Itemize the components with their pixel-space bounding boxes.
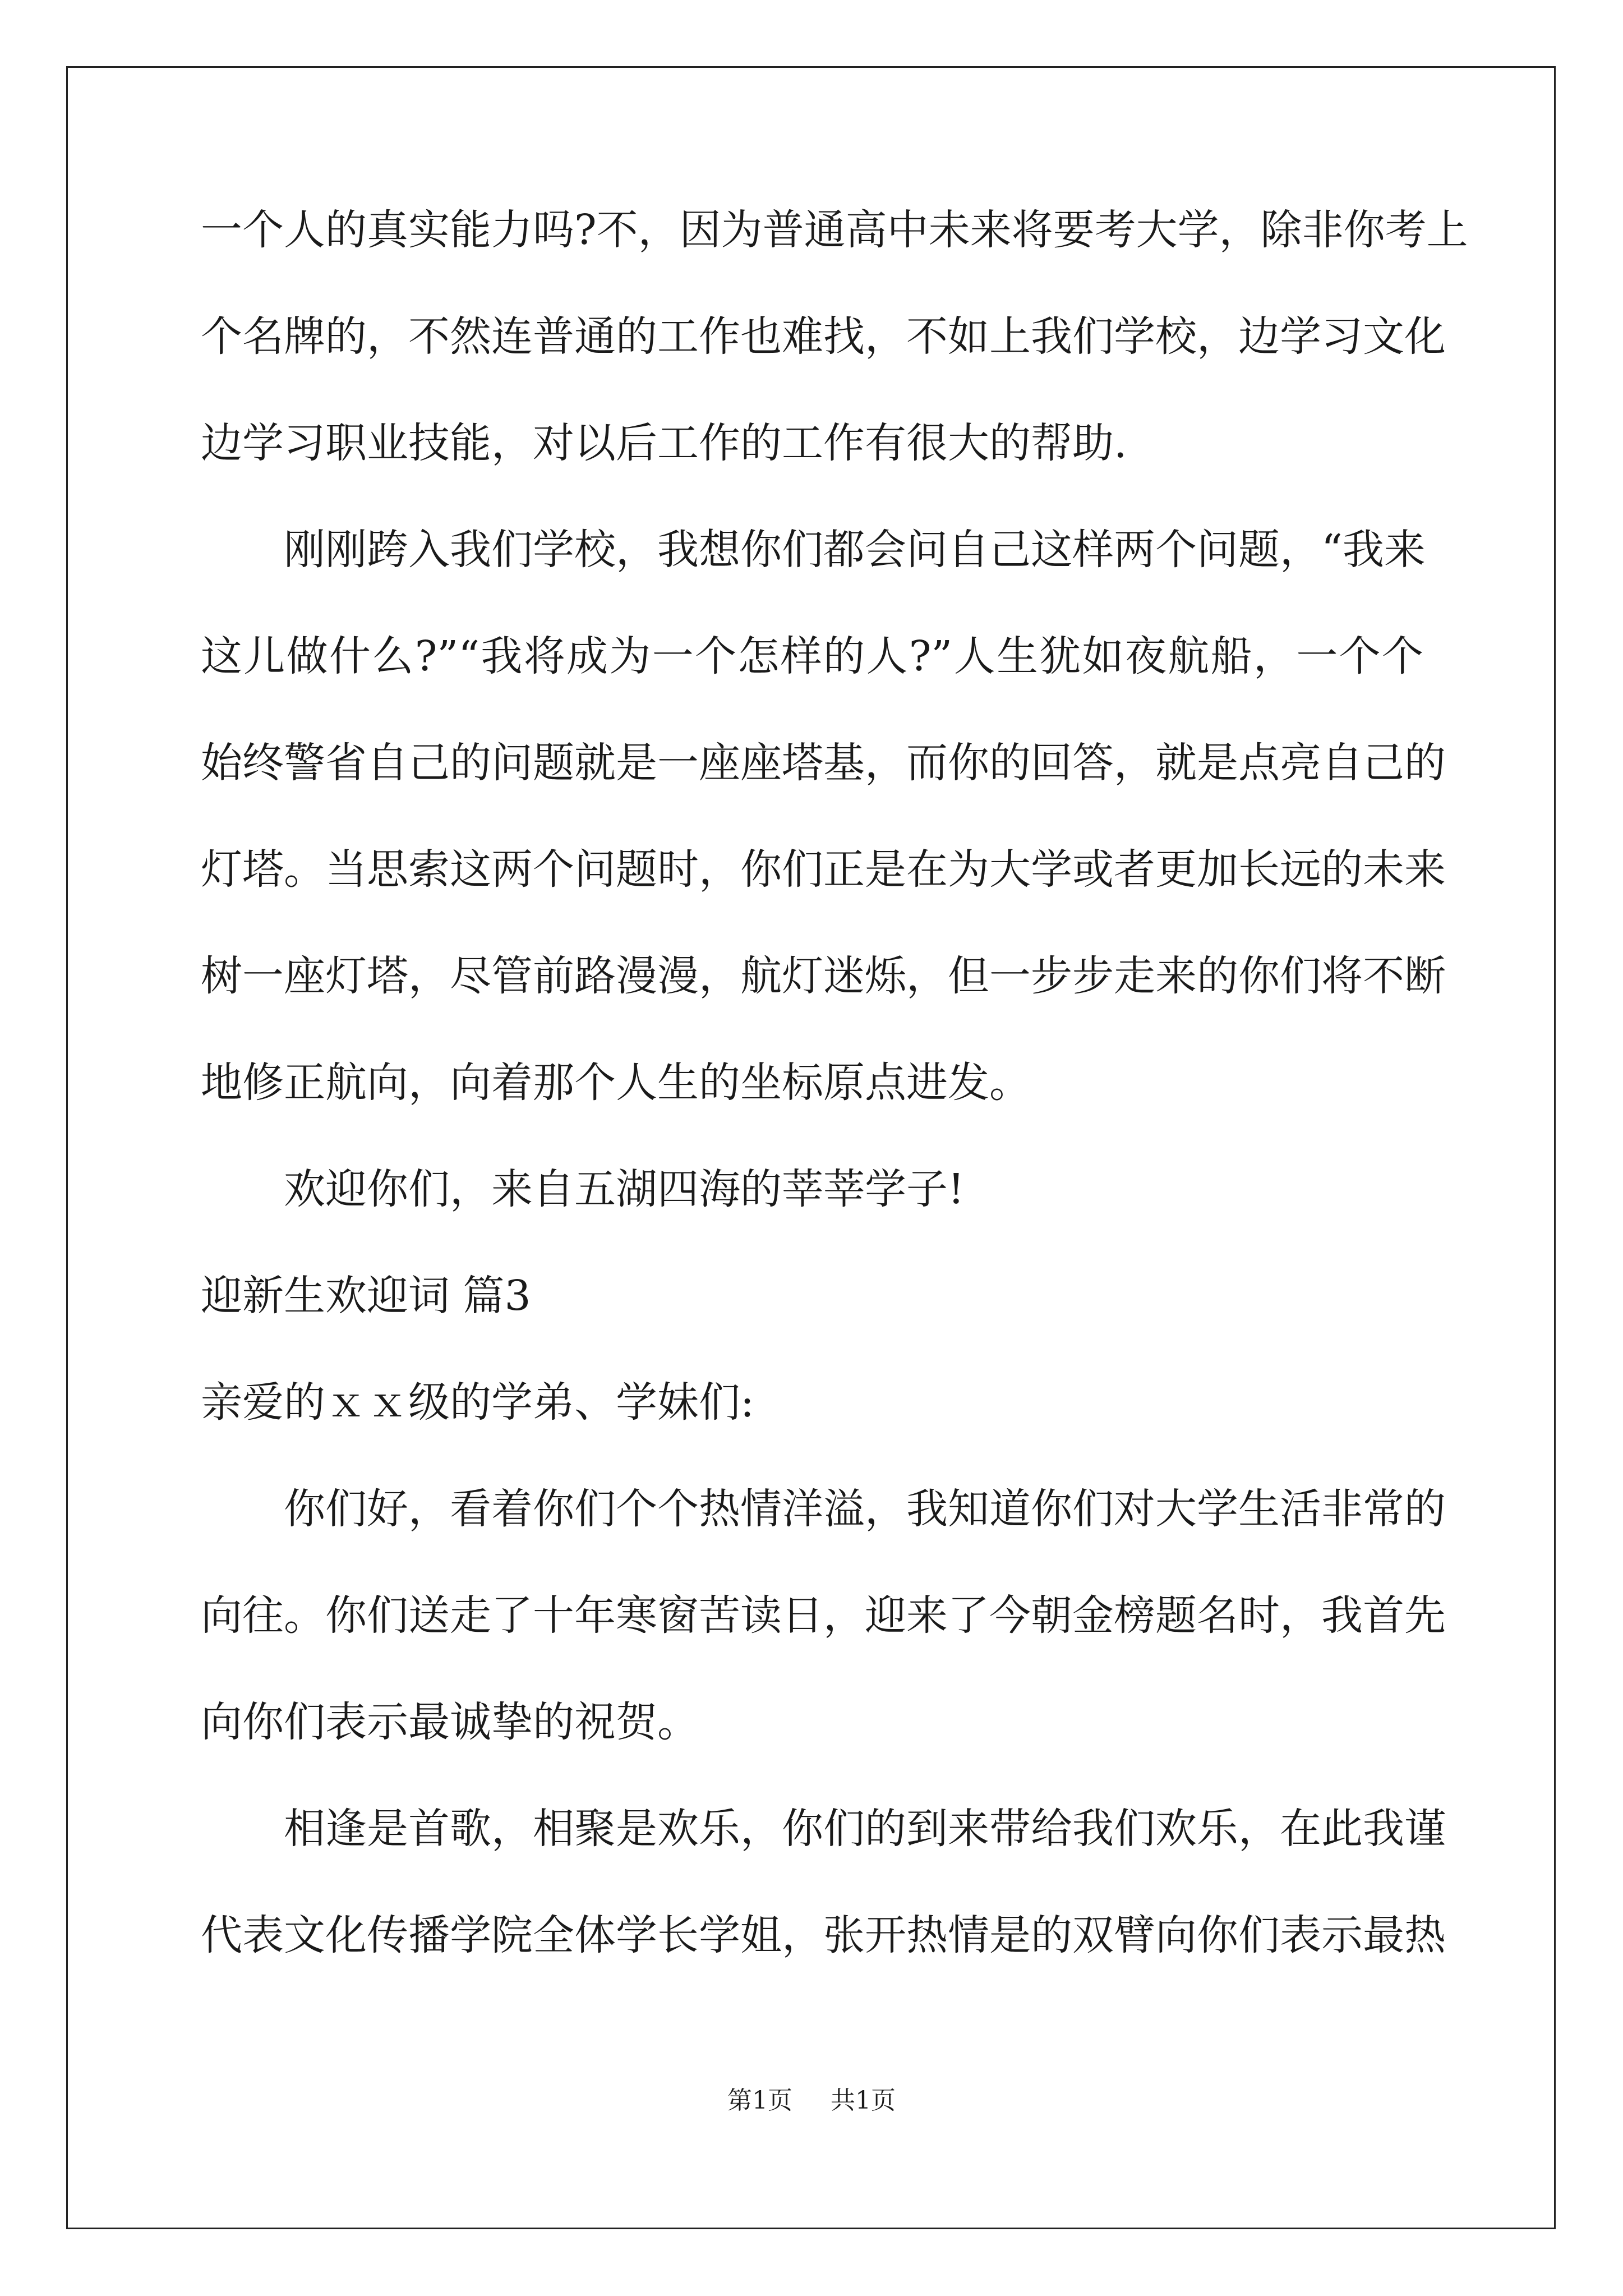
paragraph-line: 始终警省自己的问题就是一座座塔基，而你的回答，就是点亮自己的 xyxy=(201,739,1446,787)
paragraph-line: 灯塔。当思索这两个问题时，你们正是在为大学或者更加长远的未来 xyxy=(201,845,1446,894)
paragraph-line: 这儿做什么?”“我将成为一个怎样的人?”人生犹如夜航船，一个个 xyxy=(201,632,1423,680)
salutation: 亲爱的ｘｘ级的学弟、学妹们: xyxy=(201,1378,754,1427)
paragraph-line: 相逢是首歌，相聚是欢乐，你们的到来带给我们欢乐，在此我谨 xyxy=(284,1805,1446,1853)
page-total: 共1页 xyxy=(831,2086,896,2115)
page-footer xyxy=(0,2084,1623,2118)
paragraph-line: 边学习职业技能，对以后工作的工作有很大的帮助. xyxy=(201,419,1127,467)
paragraph-line: 代表文化传播学院全体学长学姐，张开热情是的双臂向你们表示最热 xyxy=(201,1911,1446,1959)
paragraph-line: 树一座灯塔，尽管前路漫漫，航灯迷烁，但一步步走来的你们将不断 xyxy=(201,952,1446,1000)
paragraph-line: 一个人的真实能力吗?不，因为普通高中未来将要考大学，除非你考上 xyxy=(201,206,1468,254)
paragraph-line: 欢迎你们，来自五湖四海的莘莘学子! xyxy=(284,1165,965,1213)
paragraph-line: 你们好，看着你们个个热情洋溢，我知道你们对大学生活非常的 xyxy=(284,1485,1446,1533)
paragraph-line: 地修正航向，向着那个人生的坐标原点进发。 xyxy=(201,1059,1031,1107)
paragraph-line: 向往。你们送走了十年寒窗苦读日，迎来了今朝金榜题名时，我首先 xyxy=(201,1591,1446,1640)
paragraph-line: 刚刚跨入我们学校，我想你们都会问自己这样两个问题，“我来 xyxy=(284,526,1426,574)
document-body xyxy=(201,202,1468,2014)
page-number: 第1页 xyxy=(727,2086,792,2115)
paragraph-line: 个名牌的，不然连普通的工作也难找，不如上我们学校，边学习文化 xyxy=(201,312,1446,361)
paragraph-line: 向你们表示最诚挚的祝贺。 xyxy=(201,1698,699,1746)
section-heading: 迎新生欢迎词 篇3 xyxy=(201,1272,531,1320)
